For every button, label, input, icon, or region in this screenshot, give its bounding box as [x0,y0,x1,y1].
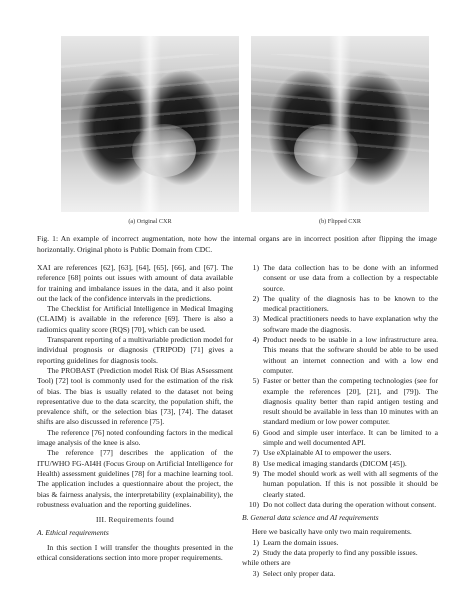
other-requirements-list [242,569,438,579]
subcaption-original: (a) Original CXR [128,218,172,225]
left-column [37,263,233,563]
figure-caption: Fig. 1: An example of incorrect augmentation, note how the internal organs are in incorrect position after flipping the image horizontally. Original photo is Public Domain from CDC. [37,234,437,254]
paragraph: XAI are references [62], [63], [64], [65], [66], and [67]. The reference [68] points out issues with amount of data available for training and imbalance issues in the data, and it also point out the lack of the confidence intervals in the predictions. [37,263,233,303]
main-requirements-list [242,538,438,559]
list-item: 7) Use eXplainable AI to empower the users. [252,448,392,458]
list-item: 4) Product needs to be usable in a low infrastructure area. This means that the software should be able to be used without an internet connection and with a low end computer. [252,335,438,375]
list-item: 6) Good and simple user interface. It can be limited to a simple and well documented API. [252,427,438,448]
paragraph: Transparent reporting of a multivariable prediction model for individual prognosis or diagnosis (TRIPOD) [71] gives a reporting guidelines for diagnosis tools. [37,335,233,365]
paragraph: while others are [242,558,291,568]
paragraph: The reference [77] describes the application of the ITU/WHO FG-AI4H (Focus Group on Artificial Intelligence for Health) assessment guidelines [78] for a machine learning tool. The application includes a questionnaire about the project, the bias & fairness analysis, the interpretability (explainability), the robustness evaluation and the reporting guidelines. [37,448,233,509]
paragraph: The reference [76] noted confounding factors in the medical image analysis of the knee is also. [37,427,233,448]
paragraph: In this section I will transfer the thoughts presented in the ethical considerations section into more proper requirements. [37,542,233,563]
subsection-heading: A. Ethical requirements [37,528,109,538]
list-item: 3) Medical practitioners needs to have explanation why the software made the diagnosis. [252,314,438,334]
list-item: 9) The model should work as well with all segments of the human population. If this is not possible it should be clearly stated. [252,468,438,499]
paragraph: The Checklist for Artificial Intelligence in Medical Imaging (CLAIM) is available in the reference [69]. There is also a radiomics quality score (RQS) [70], which can be used. [37,304,233,334]
flipped-cxr-image [251,36,429,212]
list-item: 2) The quality of the diagnosis has to be known to the medical practitioners. [252,293,438,314]
list-item: 1) The data collection has to be done with an informed consent or use data from a collection by a respectable source. [252,263,438,293]
subsection-heading: B. General data science and AI requirements [242,513,379,523]
subcaption-flipped: (b) Flipped CXR [319,218,361,225]
list-item: 8) Use medical imaging standards (DICOM [45]). [252,458,407,468]
heart-shadow [294,124,358,177]
list-item: 5) Faster or better than the competing technologies (see for example the references [20], [21], and [79]). The diagnosis quality better than rapid antigen testing and result should be available in less than 10 minutes with an standard medium or low power computer. [252,376,438,427]
heart-shadow [132,124,196,177]
original-cxr-image [61,36,239,212]
section-heading: III. Requirements found [95,515,175,525]
list-item: 2) Study the data properly to find any possible issues. [252,548,418,558]
ethical-requirements-list [242,263,438,510]
list-item: 3) Select only proper data. [252,568,336,578]
list-item: 10) Do not collect data during the operation without consent. [248,499,437,509]
paragraph: Here we basically have only two main requirements. [252,527,412,537]
paragraph: The PROBAST (Prediction model Risk Of Bias ASsessment Tool) [72] tool is commonly used for the estimation of the risk of bias. The bias is usually related to the dataset not being representative due to the data scarcity, the population shift, the prevalence shift, or the selection bias [73], [74]. The dataset shifts are also discussed in reference [75]. [37,365,233,427]
right-column [242,263,438,579]
list-item: 1) Learn the domain issues. [252,537,339,547]
